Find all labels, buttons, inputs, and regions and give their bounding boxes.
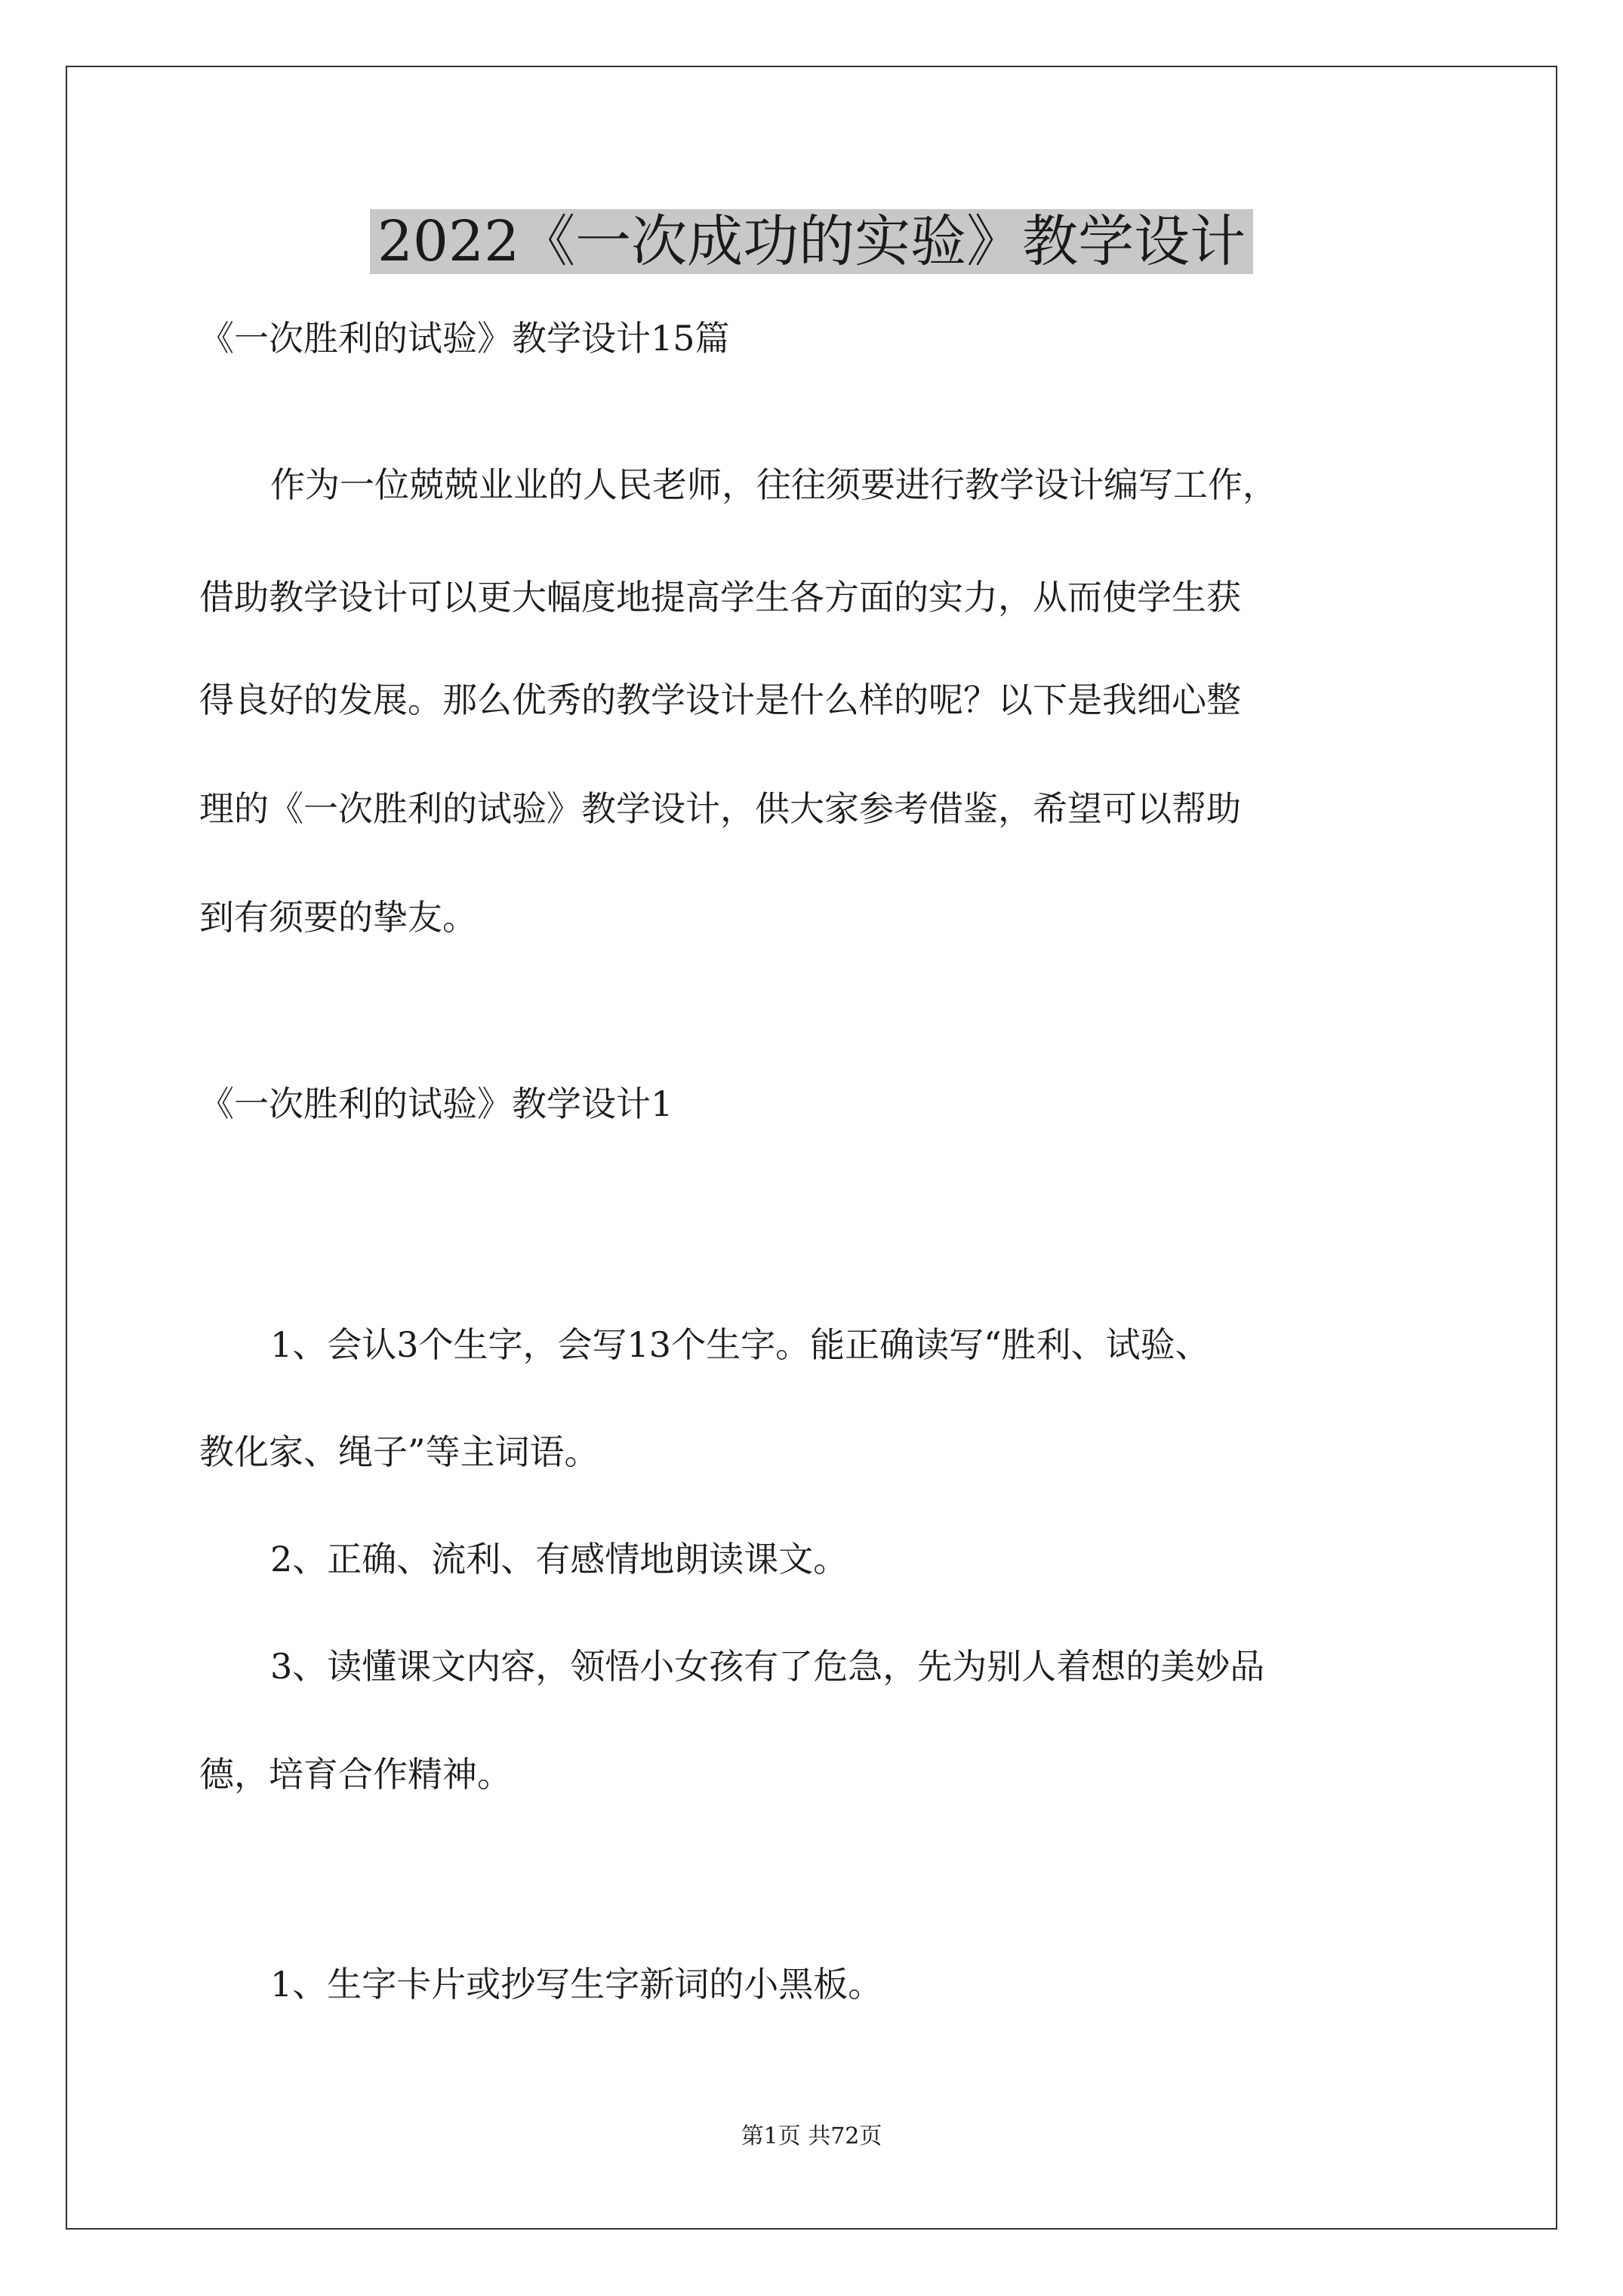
goal-line-1: 1、会认3个生字，会写13个生字。能正确读写“胜利、试验、: [270, 1324, 1210, 1365]
title-text: 2022《一次成功的实验》教学设计: [370, 209, 1253, 274]
intro-line-3: 得良好的发展。那么优秀的教学设计是什么样的呢？以下是我细心整: [199, 680, 1241, 720]
intro-line-5: 到有须要的挚友。: [199, 897, 477, 938]
intro-line-2: 借助教学设计可以更大幅度地提高学生各方面的实力，从而使学生获: [199, 577, 1241, 618]
subtitle: 《一次胜利的试验》教学设计15篇: [199, 318, 730, 359]
intro-line-1: 作为一位兢兢业业的人民老师，往往须要进行教学设计编写工作，: [270, 464, 1277, 505]
goal-line-2: 教化家、绳子”等主词语。: [199, 1432, 599, 1472]
prep-item: 1、生字卡片或抄写生字新词的小黑板。: [270, 1964, 883, 2005]
page-footer: 第1页 共72页: [741, 2123, 882, 2150]
section-heading: 《一次胜利的试验》教学设计1: [199, 1083, 673, 1124]
goal-line-3: 2、正确、流利、有感情地朗读课文。: [270, 1539, 848, 1579]
page-border: [66, 66, 1557, 2230]
intro-line-4: 理的《一次胜利的试验》教学设计，供大家参考借鉴，希望可以帮助: [199, 788, 1241, 829]
document-title: [0, 204, 1623, 279]
goal-line-4: 3、读懂课文内容，领悟小女孩有了危急，先为别人着想的美妙品: [270, 1646, 1265, 1687]
goal-line-5: 德，培育合作精神。: [199, 1754, 512, 1795]
